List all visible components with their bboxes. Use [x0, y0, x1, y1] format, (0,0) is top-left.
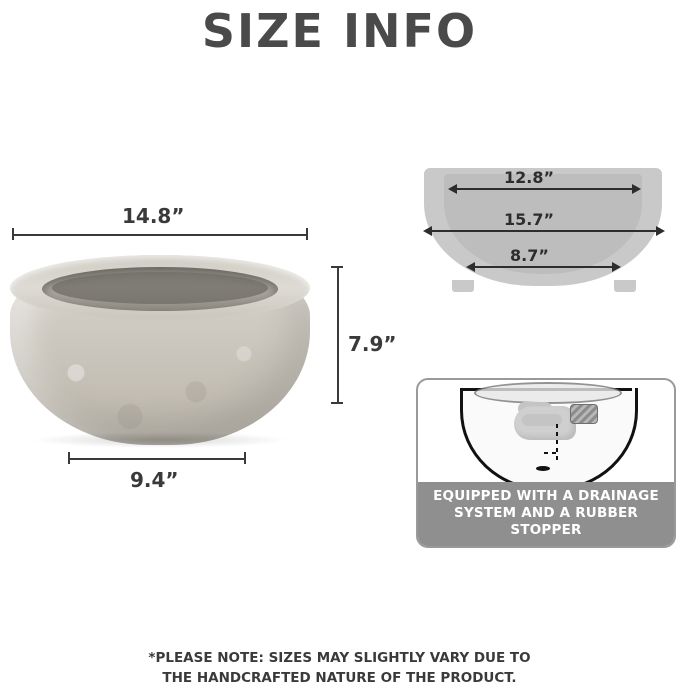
dimension-cap-right: [306, 228, 308, 240]
section-arrow-inner-lower: [474, 266, 612, 268]
drainage-caption-line1: EQUIPPED WITH A DRAINAGE: [433, 488, 659, 504]
drainage-caption: [418, 482, 674, 546]
dimension-cap-bottom: [331, 402, 343, 404]
drainage-guide-line-vertical: [556, 424, 558, 464]
dimension-label-base-width: 9.4”: [130, 468, 179, 492]
drainage-bowl-inner-ellipse: [474, 382, 622, 404]
section-label-inner-top-width: 12.8”: [504, 168, 554, 187]
footer-note-line1: *PLEASE NOTE: SIZES MAY SLIGHTLY VARY DUE TO: [148, 650, 531, 666]
page-title: SIZE INFO: [201, 4, 478, 58]
section-arrowhead-left-1: [448, 184, 457, 194]
product-illustration: [0, 200, 340, 480]
section-foot-right: [614, 280, 636, 292]
section-foot-left: [452, 280, 474, 292]
dimension-line-height: [337, 266, 339, 404]
section-arrowhead-right-3: [612, 262, 621, 272]
rubber-stopper-icon: [570, 404, 598, 424]
section-arrowhead-right-1: [632, 184, 641, 194]
drainage-caption-line2: SYSTEM AND A RUBBER STOPPER: [454, 505, 638, 538]
dimension-line-base-width: [68, 458, 246, 460]
footer-note: [0, 648, 679, 688]
section-arrow-inner-top: [456, 188, 632, 190]
dimension-label-height: 7.9”: [348, 332, 397, 356]
dimension-cap-top: [331, 266, 343, 268]
footer-note-line2: THE HANDCRAFTED NATURE OF THE PRODUCT.: [162, 670, 517, 686]
dimension-cap-left: [12, 228, 14, 240]
drainage-hole-icon: [536, 466, 550, 471]
planter-drop-shadow: [30, 432, 290, 448]
dimension-label-top-width: 14.8”: [122, 204, 185, 228]
section-label-outer-width: 15.7”: [504, 210, 554, 229]
section-arrowhead-left-2: [423, 226, 432, 236]
section-label-inner-lower-width: 8.7”: [510, 246, 549, 265]
dimension-cap-base-left: [68, 452, 70, 464]
section-arrowhead-right-2: [656, 226, 665, 236]
dimension-line-top-width: [12, 234, 308, 236]
section-arrowhead-left-3: [466, 262, 475, 272]
planter-inner-shadow: [52, 272, 268, 304]
section-diagram: [416, 168, 671, 308]
dimension-cap-base-right: [244, 452, 246, 464]
section-arrow-outer: [432, 230, 656, 232]
drainage-panel: [416, 378, 676, 548]
drainage-guide-line-horizontal: [544, 452, 558, 454]
